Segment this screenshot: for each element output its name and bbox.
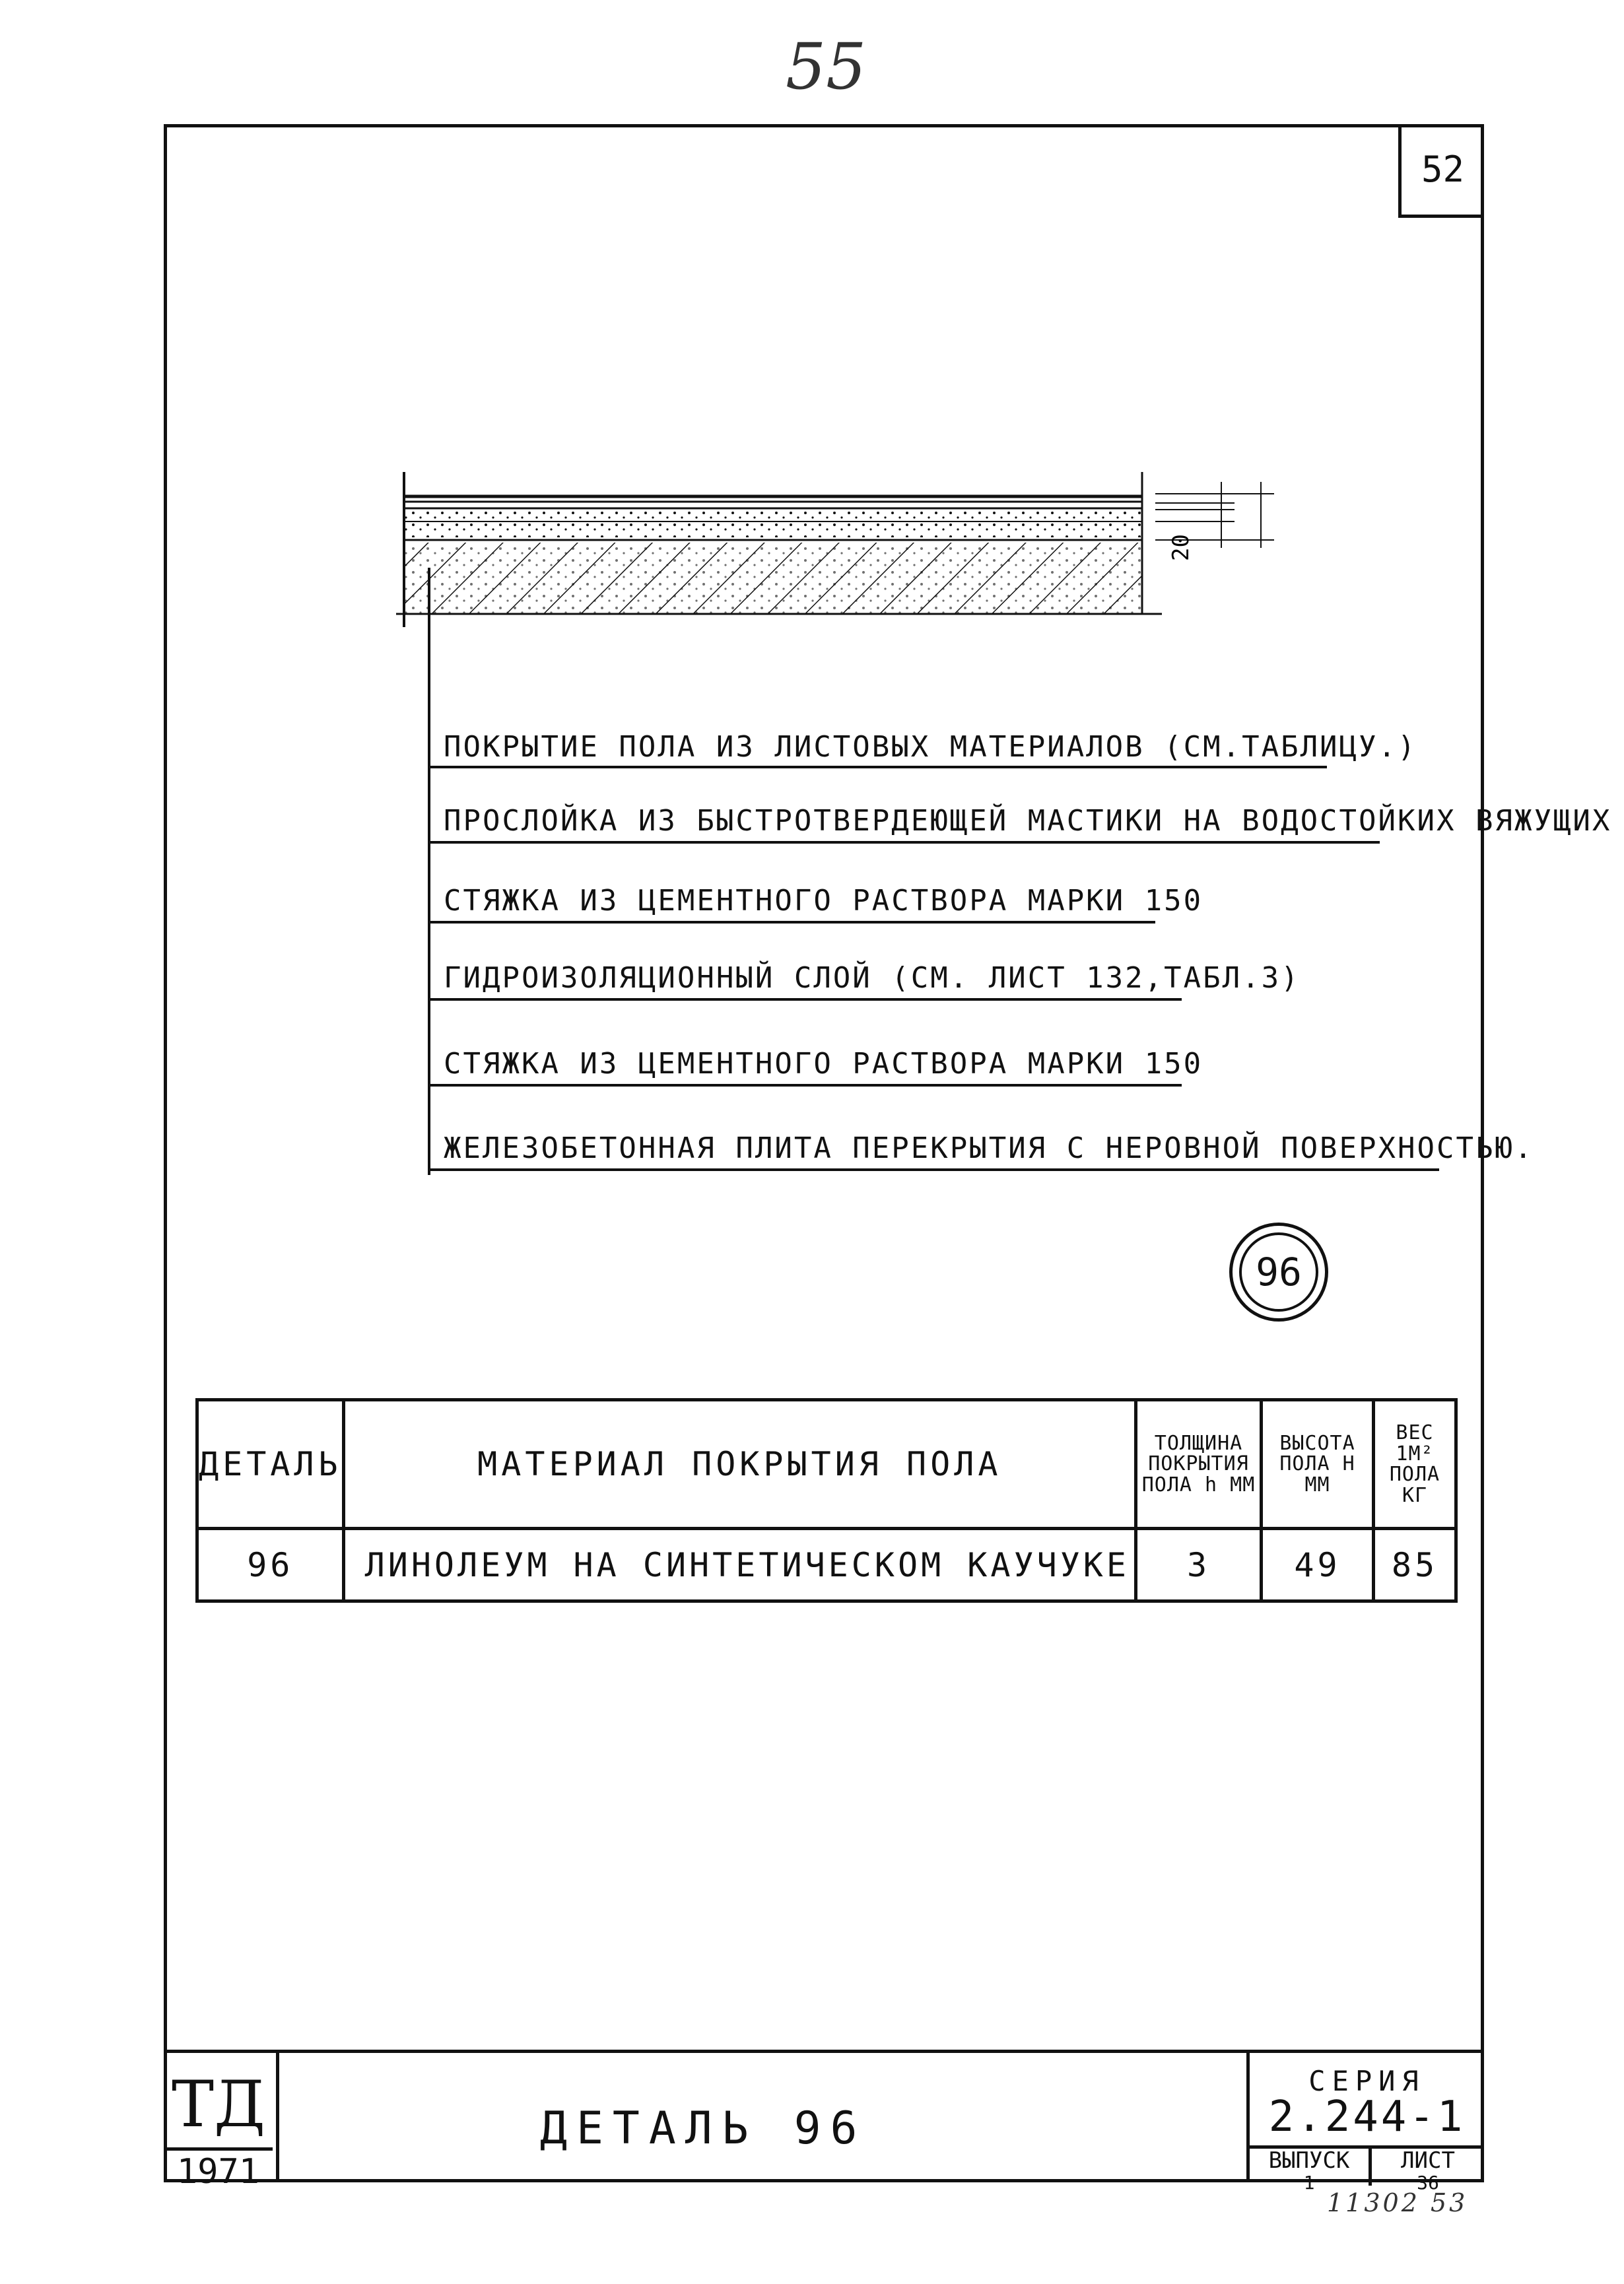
cell-thickness: 3 [1136,1529,1262,1601]
bottom-note: 11302 53 [1327,2188,1468,2217]
stamp-title: ДЕТАЛЬ 96 [540,2102,867,2155]
page-number-top: 55 [786,30,867,104]
layer-label-2: ПРОСЛОЙКА ИЗ БЫСТРОТВЕРДЕЮЩЕЙ МАСТИКИ НА ВОДОСТОЙКИХ ВЯЖУЩИХ [444,804,1612,838]
vypusk-value: 1 [1303,2172,1315,2194]
header-material: МАТЕРИАЛ ПОКРЫТИЯ ПОЛА [343,1400,1135,1529]
list-cell [1372,2147,1484,2194]
layer-underline-5 [429,1084,1182,1087]
layer-underline-2 [429,841,1380,844]
sheet-corner-number: 52 [1398,124,1484,218]
title-block [164,2050,1484,2194]
cell-material: ЛИНОЛЕУМ НА СИНТЕТИЧЕСКОМ КАУЧУКЕ [343,1529,1135,1601]
layer-underline-3 [429,921,1155,924]
layer-underline-6 [429,1168,1439,1171]
year: 1971 [164,2147,273,2192]
layer-label-6: ЖЕЛЕЗОБЕТОННАЯ ПЛИТА ПЕРЕКРЫТИЯ С НЕРОВНОЙ ПОВЕРХНОСТЬЮ. [444,1131,1534,1165]
layer-label-4: ГИДРОИЗОЛЯЦИОННЫЙ СЛОЙ (СМ. ЛИСТ 132,ТАБЛ.3) [444,961,1301,995]
cell-detail: 96 [197,1529,344,1601]
issue-sheet-row [1250,2145,1484,2194]
title-block-left [164,2053,279,2192]
cell-weight: 85 [1374,1529,1456,1601]
detail-marker-label: 96 [1239,1232,1318,1312]
title-block-right [1246,2053,1484,2194]
list-label: ЛИСТ [1401,2147,1455,2174]
header-height: ВЫСОТА ПОЛА H ММ [1262,1400,1374,1529]
floor-section-drawing [396,462,1320,673]
layer-underline-1 [429,766,1327,768]
header-detail: ДЕТАЛЬ [197,1400,344,1529]
seria-value: 2.244-1 [1268,2093,1466,2141]
cell-height: 49 [1262,1529,1374,1601]
detail-marker [1229,1223,1328,1322]
material-table [195,1398,1458,1603]
dimension-label: 20 [1168,534,1194,561]
vypusk-label: ВЫПУСК [1268,2147,1350,2174]
header-weight: ВЕС 1М² ПОЛА КГ [1374,1400,1456,1529]
layer-underline-4 [429,998,1182,1001]
layer-label-1: ПОКРЫТИЕ ПОЛА ИЗ ЛИСТОВЫХ МАТЕРИАЛОВ (СМ.ТАБЛИЦУ.) [444,730,1417,764]
list-value: 36 [1417,2172,1439,2194]
seria-label: СЕРИЯ [1308,2065,1425,2097]
header-thickness: ТОЛЩИНА ПОКРЫТИЯ ПОЛА h ММ [1136,1400,1262,1529]
vypusk-cell [1250,2147,1372,2194]
layer-label-5: СТЯЖКА ИЗ ЦЕМЕНТНОГО РАСТВОРА МАРКИ 150 [444,1047,1203,1081]
layer-label-3: СТЯЖКА ИЗ ЦЕМЕНТНОГО РАСТВОРА МАРКИ 150 [444,884,1203,918]
table-header-row [197,1400,1456,1529]
td-mark: ТД [172,2067,266,2141]
table-row [197,1529,1456,1601]
